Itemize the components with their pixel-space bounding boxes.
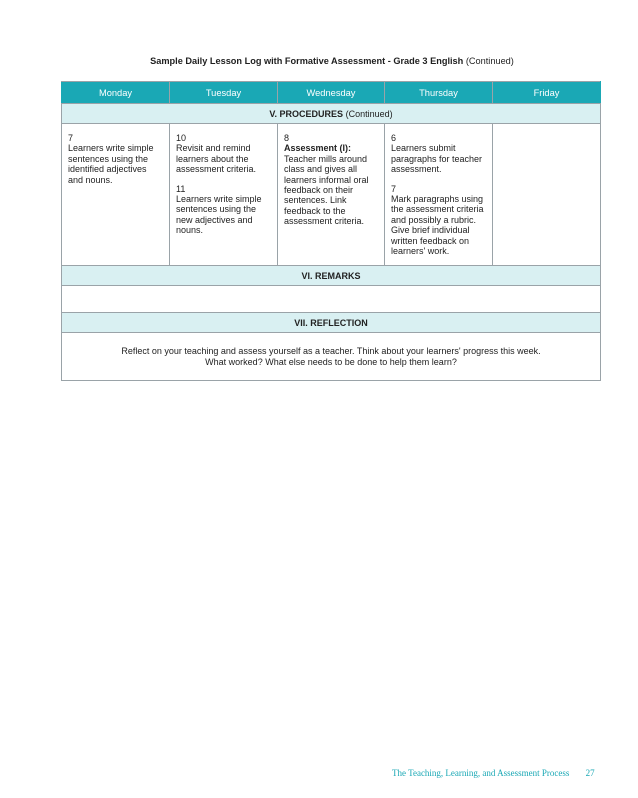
procedures-section-row [62,104,601,124]
cell-friday [493,124,601,266]
page-number: 27 [585,768,595,778]
procedures-content-row [62,124,601,266]
thursday-step-2-number: 7 [391,183,397,194]
remarks-heading [62,266,601,286]
reflection-cell [62,333,601,381]
wednesday-assessment-label: Assessment (I): [284,143,352,154]
tuesday-step-2 [176,184,271,236]
procedures-heading-suffix: (Continued) [345,108,393,119]
remarks-content-row [62,286,601,313]
tuesday-step-1 [176,133,271,175]
wednesday-step-body: Teacher mills around class and gives all learners informal oral feedback on their sentences. Link feedback to the assessment criteria. [284,153,369,227]
cell-tuesday [170,124,278,266]
thursday-step-2 [391,184,486,257]
thursday-step-1-number: 6 [391,133,397,143]
monday-step-number: 7 [68,133,74,143]
cell-wednesday [278,124,385,266]
reflection-line-2: What worked? What else needs to be done to help them learn? [205,357,457,367]
header-friday: Friday [493,82,601,104]
remarks-heading-bold: VI. REMARKS [301,270,361,281]
tuesday-step-1-text: Revisit and remind learners about the assessment criteria. [176,143,257,175]
wednesday-step-text [284,143,378,226]
day-header-row [62,82,601,104]
title-main: Sample Daily Lesson Log with Formative Assessment - Grade 3 English [150,56,464,66]
tuesday-step-2-text: Learners write simple sentences using the new adjectives and nouns. [176,194,262,236]
lesson-log-table [61,81,601,381]
cell-thursday [385,124,493,266]
procedures-heading [62,104,601,124]
header-wednesday: Wednesday [278,82,385,104]
monday-step-text: Learners write simple sentences using the identified adjectives and nouns. [68,143,154,185]
page-title [0,56,638,66]
procedures-heading-bold: V. PROCEDURES [269,108,344,119]
title-suffix: (Continued) [465,56,514,66]
thursday-step-2-text: Mark paragraphs using the assessment criteria and possibly a rubric. Give brief individual written feedback on learners' work. [391,194,484,257]
footer-text: The Teaching, Learning, and Assessment Process [392,768,570,778]
reflection-line-1: Reflect on your teaching and assess yourself as a teacher. Think about your learners' progress this week. [121,346,541,357]
remarks-section-row [62,266,601,286]
wednesday-step-number: 8 [284,133,290,143]
reflection-heading [62,313,601,333]
reflection-heading-bold: VII. REFLECTION [294,317,368,328]
tuesday-step-2-number: 11 [176,183,186,194]
page-footer [392,768,595,778]
header-monday: Monday [62,82,170,104]
thursday-step-1-text: Learners submit paragraphs for teacher assessment. [391,143,483,175]
reflection-section-row [62,313,601,333]
tuesday-step-1-number: 10 [176,133,187,143]
header-thursday: Thursday [385,82,493,104]
thursday-step-1 [391,133,486,175]
remarks-cell [62,286,601,313]
header-tuesday: Tuesday [170,82,278,104]
reflection-content-row [62,333,601,381]
cell-monday [62,124,170,266]
